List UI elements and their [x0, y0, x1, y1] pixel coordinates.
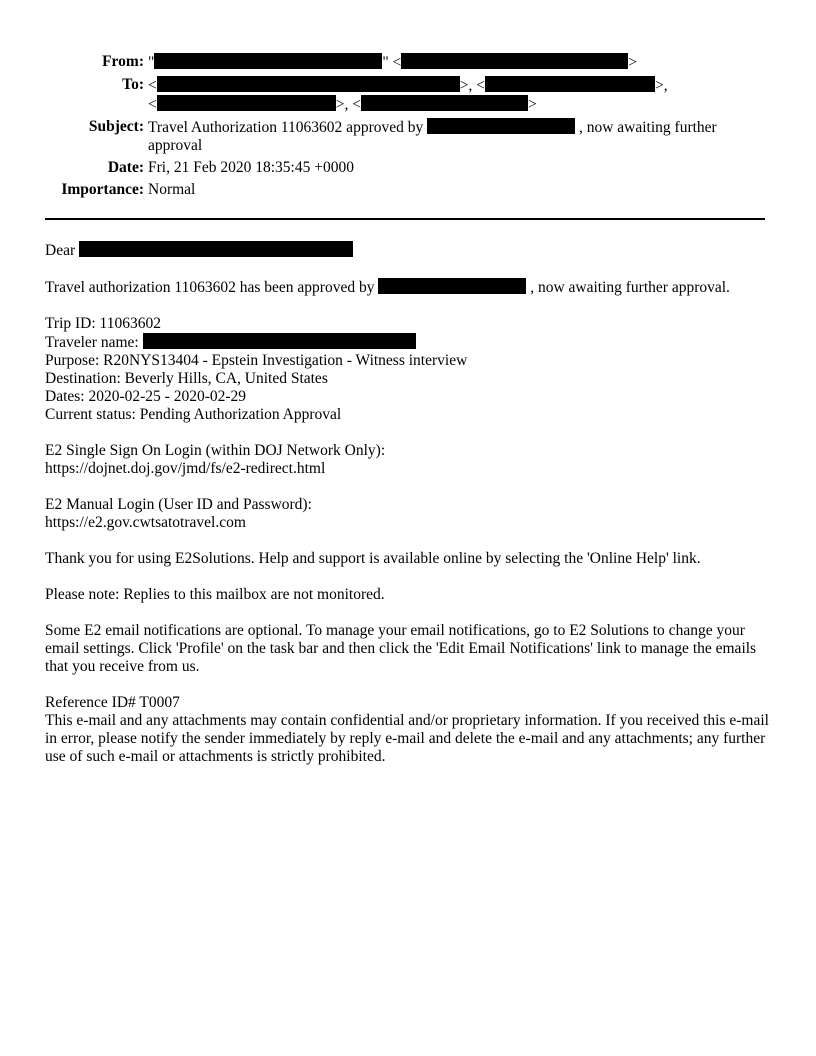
date-value: Fri, 21 Feb 2020 18:35:45 +0000	[148, 159, 354, 176]
subject-pre: Travel Authorization 11063602 approved by	[148, 119, 424, 136]
redaction-approver	[378, 278, 526, 294]
to-row	[0, 76, 816, 114]
to-sep1: >, <	[459, 77, 485, 94]
to-sep2: >, <	[335, 96, 361, 113]
redaction-traveler-name	[143, 333, 416, 349]
mailbox-note: Please note: Replies to this mailbox are not monitored.	[45, 586, 385, 603]
traveler-line	[45, 333, 773, 352]
redaction-recipient	[79, 241, 353, 257]
subject-row	[0, 118, 816, 155]
importance-row	[0, 181, 816, 199]
sso-url[interactable]: https://dojnet.doj.gov/jmd/fs/e2-redirect.html	[45, 460, 326, 477]
optional-notifications: Some E2 email notifications are optional. To manage your email notifications, go to E2 Solutions to change your email settings. Click 'Profile' on the task bar and then click the 'Edit Email Notifications' link to manage the emails that you receive from us.	[45, 622, 757, 675]
trip-id: Trip ID: 11063602	[45, 315, 161, 332]
email-body	[45, 241, 773, 784]
email-header	[0, 53, 816, 203]
redaction-from-name	[154, 53, 382, 69]
purpose: Purpose: R20NYS13404 - Epstein Investigation - Witness interview	[45, 352, 468, 369]
to-open2: <	[148, 96, 157, 113]
redaction-to-3	[157, 95, 336, 111]
sso-title: E2 Single Sign On Login (within DOJ Network Only):	[45, 442, 386, 459]
from-mid: " <	[382, 54, 402, 71]
header-divider	[45, 218, 765, 220]
sso-block	[45, 442, 773, 478]
from-close: >	[628, 54, 638, 71]
destination: Destination: Beverly Hills, CA, United States	[45, 370, 328, 387]
footer-block	[45, 694, 773, 766]
redaction-to-4	[361, 95, 528, 111]
approval-line	[45, 278, 773, 297]
redaction-from-email	[401, 53, 628, 69]
greeting	[45, 241, 773, 260]
redaction-to-1	[157, 76, 460, 92]
date-label: Date:	[107, 159, 144, 176]
redaction-to-2	[485, 76, 655, 92]
thanks-text: Thank you for using E2Solutions. Help and support is available online by selecting the 'Online Help' link.	[45, 550, 701, 567]
trip-details	[45, 315, 773, 424]
subject-label: Subject:	[88, 118, 144, 135]
dates: Dates: 2020-02-25 - 2020-02-29	[45, 388, 247, 405]
redaction-subject-approver	[427, 118, 575, 134]
subject-post: , now awaiting further approval	[148, 119, 717, 154]
importance-value: Normal	[148, 181, 196, 198]
disclaimer: This e-mail and any attachments may contain confidential and/or proprietary information. If you received this e-mail in error, please notify the sender immediately by reply e-mail and delete the e-mail and any attachments; any further use of such e-mail or attachments is strictly prohibited.	[45, 712, 769, 765]
from-label: From:	[102, 53, 144, 70]
importance-label: Importance:	[61, 181, 144, 198]
approval-pre: Travel authorization 11063602 has been approved by	[45, 279, 375, 296]
manual-block	[45, 496, 773, 532]
to-close: >	[527, 96, 537, 113]
from-row	[0, 53, 816, 72]
traveler-label: Traveler name:	[45, 334, 139, 351]
to-label: To:	[122, 76, 144, 93]
to-sep1-end: >,	[654, 77, 668, 94]
approval-post: , now awaiting further approval.	[530, 279, 730, 296]
current-status: Current status: Pending Authorization Approval	[45, 406, 342, 423]
greeting-text: Dear	[45, 242, 76, 259]
manual-title: E2 Manual Login (User ID and Password):	[45, 496, 312, 513]
to-open: <	[148, 77, 157, 94]
manual-url[interactable]: https://e2.gov.cwtsatotravel.com	[45, 514, 246, 531]
reference-id: Reference ID# T0007	[45, 694, 180, 711]
date-row	[0, 159, 816, 177]
from-open-quote: "	[148, 54, 155, 71]
